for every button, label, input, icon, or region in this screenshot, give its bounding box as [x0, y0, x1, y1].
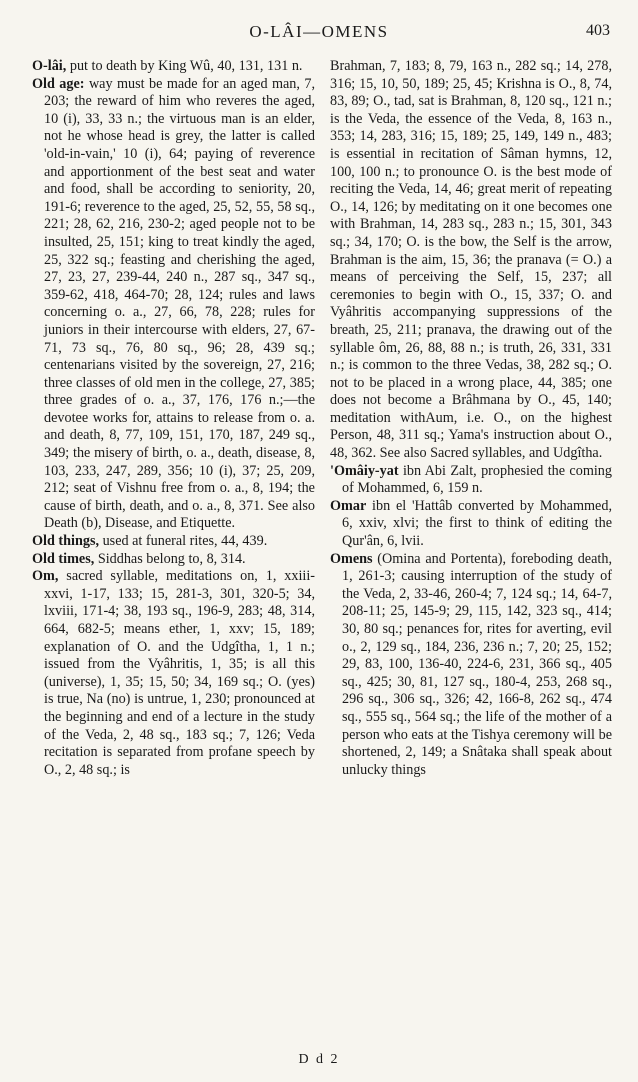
entry-text: way must be made for an aged man, 7, 203; the reward of him who reveres the aged, 10 (i), 33, 33 n.; the virtuous man is an elder, not he whose head is grey, the latter is called 'old-in-vain,' 10 (i), 64; paying of reverence and apportionment of the best seat and water and food, shall be according to seniority, 20, 191-6; reverence to the aged, 25, 52, 55, 58 sq., 221; 28, 62, 216, 230-2; aged people not to be insulted, 25, 151; king to treat kindly the aged, 25, 322 sq.; feasting and cherishing the aged, 27, 23, 27, 239-44, 240 n., 287 sq., 347 sq., 359-62, 418, 464-70; 28, 124; rules and laws concerning o. a., 27, 66, 78, 228; rules for juniors in their intercourse with elders, 27, 67-71, 73 sq., 76, 80 sq., 96; 28, 439 sq.; centenarians visited by the sovereign, 27, 216; three classes of old men in the college, 27, 385; three grades of o. a., 37, 176, 176 n.;—the devotee works for, attains to release from o. a. and death, 8, 77, 109, 151, 170, 187, 249 sq., 349; the misery of birth, o. a., death, disease, 8, 103, 233, 247, 289, 356; 10 (i), 37; 25, 209, 212; seat of Vishnu free from o. a., 8, 194; the cause of birth, death, and o. a., 8, 371. See also Death (b), Disease, and Etiquette.: [44, 75, 315, 532]
left-column: [32, 58, 315, 779]
entry-text: ibn Abi Zalt, prophesied the coming of Mohammed, 6, 159 n.: [342, 462, 612, 497]
index-entry: [32, 76, 315, 533]
entry-headword: Omar: [330, 497, 367, 514]
page-number: 403: [586, 22, 610, 39]
index-entry: [32, 533, 315, 551]
index-entry: [330, 551, 612, 780]
running-title: O-LÂI—OMENS: [249, 22, 389, 41]
entry-headword: Old age:: [32, 75, 85, 92]
index-entry: [32, 568, 315, 779]
entry-headword: Old things,: [32, 533, 100, 550]
entry-text: ibn el 'Hattâb converted by Mohammed, 6, xxiv, xlvi; the first to think of editing the Qur'ân, 6, lvii.: [342, 497, 612, 550]
entry-text: (Omina and Portenta), foreboding death, 1, 261-3; causing interruption of the study of the Veda, 2, 33-46, 260-4; 7, 124 sq.; 14, 64-7, 208-11; 25, 145-9; 29, 115, 142, 323 sq., 414; 30, 80 sq.; penances for, rites for averting, evil o., 2, 129 sq., 184, 236, 236 n.; 7, 20; 25, 152; 29, 83, 100, 136-40, 224-6, 231, 366 sq., 405 sq., 425; 30, 81, 127 sq., 180-4, 253, 268 sq., 296 sq., 306 sq., 326; 42, 166-8, 262 sq., 474 sq., 555 sq., 564 sq.; the life of the mother of a person who eats at the Tishya ceremony will be shortened, 2, 149; a Snâtaka shall speak about unlucky things: [342, 550, 612, 778]
entry-headword: Om,: [32, 568, 59, 585]
entry-text: used at funeral rites, 44, 439.: [99, 533, 268, 550]
index-entry: [330, 498, 612, 551]
entry-text: Siddhas belong to, 8, 314.: [94, 550, 246, 567]
entry-text: put to death by King Wû, 40, 131, 131 n.: [66, 58, 303, 74]
entry-headword: 'Omâiy-yat: [330, 462, 399, 479]
right-column: [330, 58, 612, 779]
index-entry: [330, 463, 612, 498]
entry-headword: Old times,: [32, 550, 95, 567]
entry-text: Brahman, 7, 183; 8, 79, 163 n., 282 sq.; 14, 278, 316; 15, 10, 50, 189; 25, 45; Krishna is O., 8, 74, 83, 89; O., tad, sat is Brahman, 8, 120 sq., 121 n.; is the Veda, the essence of the Veda, 8, 163 n., 353; 14, 283, 316; 15, 189; 25, 149, 149 n., 483; is essential in recitation of Sâman hymns, 12, 100, 100 n.; to pronounce O. is the best mode of reciting the Veda, 14, 46; great merit of repeating O., 14, 126; by meditating on it one becomes one with Brahman, 14, 283 sq., 283 n.; 15, 301, 343 sq.; 34, 170; O. is the bow, the Self is the arrow, Brahman is the aim, 15, 36; the pranava (= O.) a means of perceiving the Self, 15, 237; all ceremonies to begin with O., 15, 337; O. and Vyâhritis accompanying suppressions of the breath, 25, 211; pranava, the drawing out of the syllable ôm, 26, 88, 88 n.; is truth, 26, 331, 331 n.; is common to the three Vedas, 38, 282 sq.; O. not to be placed in a wrong place, 44, 385; one does not become a Brâhmana by O., 45, 140; meditation withAum, i.e. O., on the highest Person, 48, 311 sq.; Yama's instruction about O., 48, 362. See also Sacred syllables, and Udgîtha.: [330, 58, 612, 462]
entry-headword: Omens: [330, 550, 373, 567]
index-entry: [32, 58, 315, 76]
running-head: [0, 22, 638, 44]
index-entry: [32, 551, 315, 569]
signature-mark: D d 2: [298, 1052, 340, 1067]
entry-headword: O-lâi,: [32, 58, 67, 74]
entry-text: sacred syllable, meditations on, 1, xxiii-xxvi, 1-17, 133; 15, 281-3, 301, 320-5; 34, lxviii, 171-4; 38, 193 sq., 196-9, 283; 48, 314, 664, 682-5; means ether, 1, xxv; 15, 189; explanation of O. and the Udgîtha, 1, 1 n.; issued from the Vyâhritis, 1, 35; is all this (universe), 1, 35; 15, 50; 34, 169 sq.; O. (yes) is true, Na (no) is untrue, 1, 230; pronounced at the beginning and end of a lecture in the study of the Veda, 2, 48 sq., 183 sq.; 7, 126; Veda recitation is separated from profane speech by O., 2, 48 sq.; is: [44, 568, 315, 778]
index-entry-continued: [330, 58, 612, 463]
